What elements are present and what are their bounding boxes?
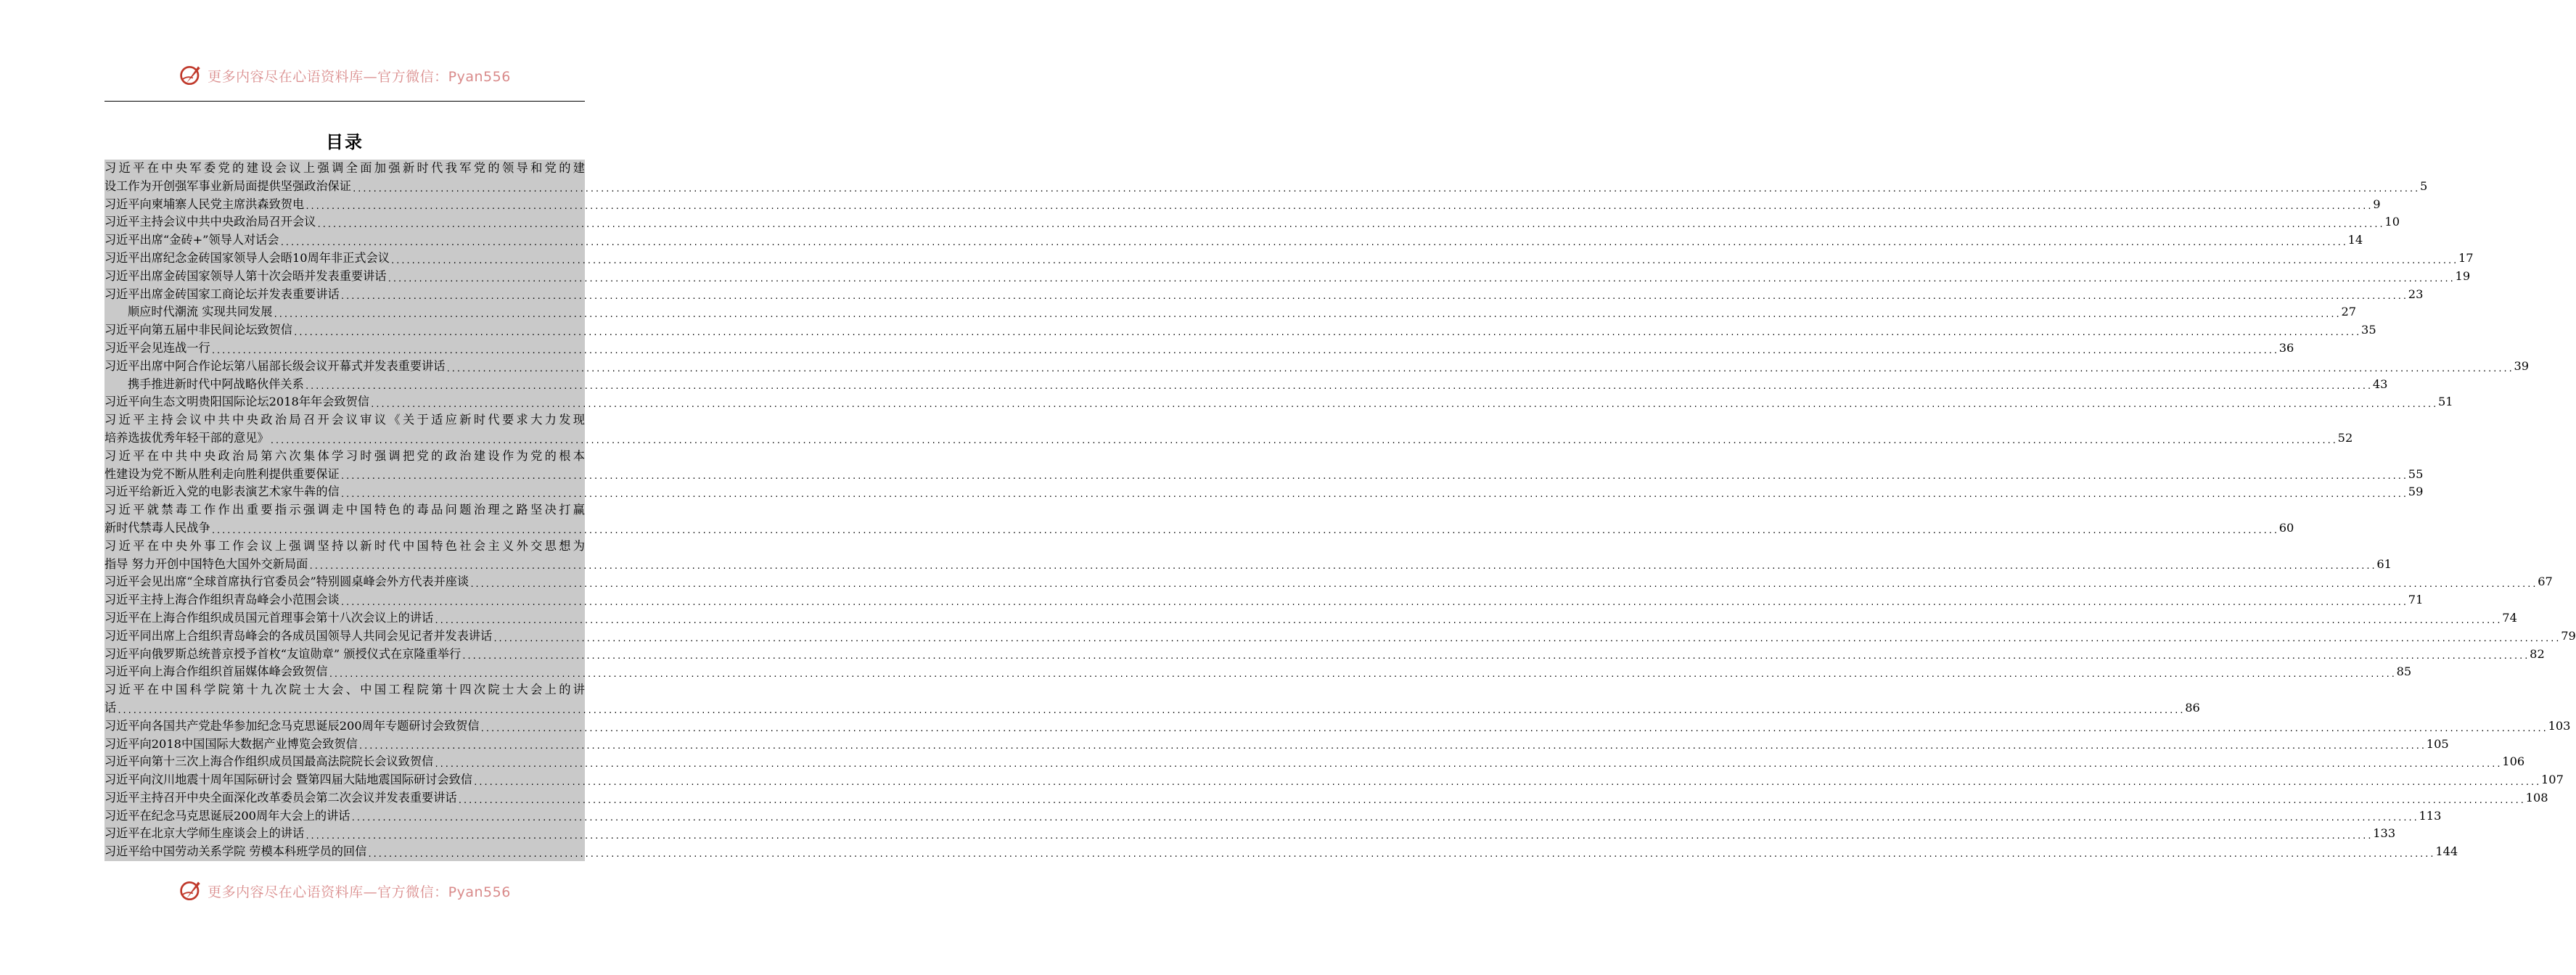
toc-entry-line — [104, 628, 2576, 646]
toc-entry-line — [104, 807, 2442, 826]
toc-dot-leader: ................................................................................................................................................................................................................................................................................................................................................................................................................ — [434, 760, 2502, 770]
toc-entry[interactable] — [104, 213, 2400, 231]
toc-dot-leader: ................................................................................................................................................................................................................................................................................................................................................................................................................ — [293, 327, 2361, 337]
toc-entry-line — [104, 358, 2530, 376]
toc-page-number: 5 — [2419, 178, 2428, 193]
toc-entry[interactable] — [104, 321, 2376, 340]
header-rule — [104, 101, 585, 102]
toc-entry-title: 习近平向上海合作组织首届媒体峰会致贺信 — [104, 665, 328, 679]
toc-entry-title: 携手推进新时代中阿战略伙伴关系 — [128, 377, 304, 391]
toc-entry-title: 习近平主持召开中央全面深化改革委员会第二次会议并发表重要讲话 — [104, 790, 457, 805]
toc-entry[interactable] — [104, 358, 2530, 376]
toc-page-number: 105 — [2426, 736, 2449, 751]
toc-page-number: 61 — [2376, 556, 2392, 571]
toc-entry[interactable] — [104, 501, 2294, 538]
toc-entry-line — [104, 591, 2424, 609]
toc-entry-title: 指导 努力开创中国特色大国外交新局面 — [104, 556, 308, 571]
toc-dot-leader: ................................................................................................................................................................................................................................................................................................................................................................................................................ — [480, 723, 2548, 733]
toc-page-number: 10 — [2384, 215, 2400, 229]
toc-dot-leader: ................................................................................................................................................................................................................................................................................................................................................................................................................ — [273, 310, 2341, 320]
toc-page-number: 85 — [2396, 665, 2412, 679]
toc-entry-title: 习近平出席“金砖+”领导人对话会 — [104, 233, 279, 247]
toc-entry[interactable] — [104, 286, 2424, 304]
toc-entry-line — [104, 736, 2449, 754]
toc-entry[interactable] — [104, 825, 2396, 843]
toc-entry[interactable] — [104, 753, 2525, 771]
toc-entry-line — [104, 771, 2564, 789]
toc-entry-title-line1: 习近平在中央外事工作会议上强调坚持以新时代中国特色社会主义外交思想为 — [104, 538, 585, 553]
toc-entry-title: 习近平向2018中国国际大数据产业博览会致贺信 — [104, 736, 358, 751]
toc-entry-line — [104, 321, 2376, 340]
toc-entry[interactable] — [104, 483, 2424, 501]
toc-entry-title: 习近平在北京大学师生座谈会上的讲话 — [104, 826, 305, 841]
toc-dot-leader: ................................................................................................................................................................................................................................................................................................................................................................................................................ — [340, 472, 2408, 482]
toc-entry-title: 习近平在纪念马克思诞辰200周年大会上的讲话 — [104, 808, 350, 823]
toc-page-number: 51 — [2437, 395, 2453, 409]
toc-page-number: 39 — [2514, 358, 2530, 373]
toc-entry-line — [104, 663, 2412, 681]
toc-entry-line — [104, 573, 2553, 591]
toc-entry-title-line1: 习近平在中央军委党的建设会议上强调全面加强新时代我军党的领导和党的建 — [104, 161, 585, 175]
toc-entry-line — [104, 286, 2424, 304]
toc-entry-title: 培养选拔优秀年轻干部的意见》 — [104, 430, 269, 445]
toc-entry-title: 话 — [104, 700, 117, 715]
toc-entry[interactable] — [104, 789, 2548, 807]
toc-entry-line — [104, 753, 2525, 771]
toc-entry-title: 习近平向第五届中非民间论坛致贺信 — [104, 323, 292, 337]
toc-dot-leader: ................................................................................................................................................................................................................................................................................................................................................................................................................ — [457, 795, 2525, 805]
toc-entry-line — [104, 699, 2200, 717]
toc-entry-line — [104, 340, 2294, 358]
banner-text: 更多内容尽在心语资料库—官方微信：Pyan556 — [208, 68, 511, 85]
toc-page-number: 79 — [2561, 628, 2576, 643]
toc-entry-title: 习近平向俄罗斯总统普京授予首枚“友谊勋章” 颁授仪式在京隆重举行 — [104, 646, 462, 661]
toc-entry[interactable] — [104, 231, 2363, 250]
toc-dot-leader: ................................................................................................................................................................................................................................................................................................................................................................................................................ — [358, 741, 2426, 752]
banner-text: 更多内容尽在心语资料库—官方微信：Pyan556 — [208, 884, 511, 900]
toc-entry-title: 习近平向生态文明贵阳国际论坛2018年年会致贺信 — [104, 395, 369, 409]
toc-entry[interactable] — [104, 376, 2388, 394]
toc-entry-line — [104, 556, 2392, 574]
toc-entry[interactable] — [104, 340, 2294, 358]
header-banner — [0, 61, 689, 90]
footer-banner — [0, 876, 689, 905]
toc-page-number: 74 — [2502, 610, 2517, 625]
toc-entry-title: 习近平出席中阿合作论坛第八届部长级会议开幕式并发表重要讲话 — [104, 358, 446, 373]
toc-entry[interactable] — [104, 268, 2471, 286]
toc-page-number: 43 — [2372, 377, 2388, 391]
toc-dot-leader: ................................................................................................................................................................................................................................................................................................................................................................................................................ — [369, 400, 2437, 410]
toc-dot-leader: ................................................................................................................................................................................................................................................................................................................................................................................................................ — [340, 292, 2408, 302]
toc-page-number: 19 — [2455, 268, 2471, 283]
toc-entry-line — [104, 429, 2353, 448]
toc-entry[interactable] — [104, 681, 2200, 717]
toc-page-number: 17 — [2458, 250, 2474, 265]
toc-dot-leader: ................................................................................................................................................................................................................................................................................................................................................................................................................ — [210, 345, 2278, 355]
toc-entry[interactable] — [104, 393, 2453, 411]
toc-entry-title: 顺应时代潮流 实现共同发展 — [128, 305, 273, 319]
toc-page-number: 86 — [2185, 700, 2200, 715]
toc-dot-leader: ................................................................................................................................................................................................................................................................................................................................................................................................................ — [390, 255, 2458, 266]
toc-page-number: 23 — [2408, 287, 2424, 301]
toc-entry-line — [104, 466, 2424, 484]
toc-dot-leader: ................................................................................................................................................................................................................................................................................................................................................................................................................ — [493, 633, 2561, 643]
toc-entry-line — [104, 825, 2396, 843]
toc-entry[interactable] — [104, 807, 2442, 826]
toc-entry-title: 习近平在上海合作组织成员国元首理事会第十八次会议上的讲话 — [104, 610, 434, 625]
toc-entry-title: 习近平向第十三次上海合作组织成员国最高法院院长会议致贺信 — [104, 754, 434, 769]
toc-entry-title: 新时代禁毒人民战争 — [104, 520, 210, 535]
toc-entry-title: 习近平给新近入党的电影表演艺术家牛犇的信 — [104, 485, 340, 499]
toc-dot-leader: ................................................................................................................................................................................................................................................................................................................................................................................................................ — [472, 777, 2540, 787]
toc-page-number: 108 — [2525, 790, 2548, 805]
toc-entry-title: 习近平出席金砖国家领导人第十次会晤并发表重要讲话 — [104, 268, 387, 283]
quill-logo-icon — [179, 878, 205, 904]
toc-entry-title: 习近平向各国共产党赴华参加纪念马克思诞辰200周年专题研讨会致贺信 — [104, 718, 480, 733]
toc-page-number: 82 — [2530, 646, 2545, 661]
toc-dot-leader: ................................................................................................................................................................................................................................................................................................................................................................................................................ — [305, 202, 2373, 212]
toc-entry-line — [104, 213, 2400, 231]
toc-dot-leader: ................................................................................................................................................................................................................................................................................................................................................................................................................ — [340, 597, 2408, 607]
toc-dot-leader: ................................................................................................................................................................................................................................................................................................................................................................................................................ — [308, 561, 2376, 572]
toc-entry-line — [104, 393, 2453, 411]
toc-entry-title: 习近平给中国劳动关系学院 劳模本科班学员的回信 — [104, 844, 367, 859]
toc-entry-line — [104, 843, 2458, 861]
toc-page-number: 67 — [2538, 575, 2553, 589]
toc-page-number: 71 — [2408, 593, 2424, 607]
toc-entry-title-line1: 习近平主持会议中共中央政治局召开会议审议《关于适应新时代要求大力发现 — [104, 413, 585, 427]
toc-entry[interactable] — [104, 303, 2357, 321]
toc-entry-title: 习近平同出席上合组织青岛峰会的各成员国领导人共同会见记者并发表讲话 — [104, 628, 493, 643]
toc-page-number: 106 — [2502, 754, 2525, 769]
toc-entry-title: 习近平出席纪念金砖国家领导人会晤10周年非正式会议 — [104, 250, 390, 265]
quill-logo-icon — [179, 62, 205, 89]
toc-entry[interactable] — [104, 196, 2381, 214]
toc-dot-leader: ................................................................................................................................................................................................................................................................................................................................................................................................................ — [351, 184, 2419, 194]
toc-page-number: 113 — [2419, 808, 2442, 823]
toc-entry-line — [104, 646, 2545, 664]
toc-entry-title: 习近平会见连战一行 — [104, 340, 210, 355]
toc-entry[interactable] — [104, 609, 2517, 628]
toc-dot-leader: ................................................................................................................................................................................................................................................................................................................................................................................................................ — [350, 813, 2419, 823]
toc-entry-title-line1: 习近平就禁毒工作作出重要指示强调走中国特色的毒品问题治理之路坚决打赢 — [104, 503, 585, 517]
toc-dot-leader: ................................................................................................................................................................................................................................................................................................................................................................................................................ — [304, 382, 2372, 392]
toc-page-number: 27 — [2341, 305, 2357, 319]
table-of-contents — [104, 160, 2576, 861]
toc-entry-title: 习近平向汶川地震十周年国际研讨会 暨第四届大陆地震国际研讨会致信 — [104, 773, 472, 787]
toc-page-number: 35 — [2361, 323, 2376, 337]
toc-page-number: 59 — [2408, 485, 2424, 499]
page-title: 目录 — [326, 131, 364, 152]
toc-page-number: 60 — [2278, 520, 2294, 535]
toc-entry-line — [104, 519, 2294, 538]
toc-page-number: 133 — [2373, 826, 2396, 841]
toc-entry[interactable] — [104, 573, 2553, 591]
toc-entry-title: 性建设为党不断从胜利走向胜利提供重要保证 — [104, 466, 340, 481]
toc-dot-leader: ................................................................................................................................................................................................................................................................................................................................................................................................................ — [117, 705, 2185, 715]
toc-entry-line — [104, 178, 2428, 196]
toc-page-number: 9 — [2373, 197, 2381, 211]
toc-dot-leader: ................................................................................................................................................................................................................................................................................................................................................................................................................ — [387, 273, 2455, 284]
toc-entry-line — [104, 609, 2517, 628]
toc-entry-title: 设工作为开创强军事业新局面提供坚强政治保证 — [104, 178, 351, 193]
toc-page-number: 36 — [2278, 340, 2294, 355]
toc-dot-leader: ................................................................................................................................................................................................................................................................................................................................................................................................................ — [210, 525, 2278, 535]
toc-entry[interactable] — [104, 663, 2412, 681]
toc-entry[interactable] — [104, 736, 2449, 754]
toc-page-number: 55 — [2408, 466, 2424, 481]
toc-entry-title: 习近平主持上海合作组织青岛峰会小范围会谈 — [104, 593, 340, 607]
toc-page-number: 144 — [2435, 844, 2458, 859]
toc-entry-title: 习近平会见出席“全球首席执行官委员会”特别圆桌峰会外方代表并座谈 — [104, 575, 469, 589]
toc-entry[interactable] — [104, 646, 2545, 664]
toc-dot-leader: ................................................................................................................................................................................................................................................................................................................................................................................................................ — [269, 435, 2337, 445]
toc-entry[interactable] — [104, 717, 2571, 736]
toc-entry-title-line1: 习近平在中共中央政治局第六次集体学习时强调把党的政治建设作为党的根本 — [104, 448, 585, 463]
toc-page-number: 103 — [2548, 718, 2571, 733]
toc-page-number: 52 — [2337, 430, 2353, 445]
toc-dot-leader: ................................................................................................................................................................................................................................................................................................................................................................................................................ — [367, 849, 2435, 860]
toc-dot-leader: ................................................................................................................................................................................................................................................................................................................................................................................................................ — [446, 363, 2514, 374]
toc-entry[interactable] — [104, 250, 2474, 268]
toc-dot-leader: ................................................................................................................................................................................................................................................................................................................................................................................................................ — [316, 220, 2384, 230]
toc-dot-leader: ................................................................................................................................................................................................................................................................................................................................................................................................................ — [340, 490, 2408, 500]
toc-entry-line — [104, 250, 2474, 268]
toc-entry-line — [104, 196, 2381, 214]
toc-entry-line — [104, 483, 2424, 501]
toc-dot-leader: ................................................................................................................................................................................................................................................................................................................................................................................................................ — [328, 670, 2396, 680]
toc-entry-line — [104, 303, 2357, 321]
toc-dot-leader: ................................................................................................................................................................................................................................................................................................................................................................................................................ — [462, 651, 2530, 662]
toc-entry-line — [104, 268, 2471, 286]
toc-entry-title: 习近平出席金砖国家工商论坛并发表重要讲话 — [104, 287, 340, 301]
toc-dot-leader: ................................................................................................................................................................................................................................................................................................................................................................................................................ — [469, 580, 2538, 590]
toc-entry-line — [104, 376, 2388, 394]
toc-dot-leader: ................................................................................................................................................................................................................................................................................................................................................................................................................ — [279, 237, 2347, 247]
toc-entry[interactable] — [104, 160, 2428, 196]
toc-entry[interactable] — [104, 538, 2392, 574]
toc-page-number: 14 — [2347, 233, 2363, 247]
toc-entry[interactable] — [104, 411, 2353, 448]
toc-entry-line — [104, 231, 2363, 250]
toc-entry[interactable] — [104, 843, 2458, 861]
toc-entry-title-line1: 习近平在中国科学院第十九次院士大会、中国工程院第十四次院士大会上的讲 — [104, 683, 585, 697]
toc-entry-title: 习近平主持会议中共中央政治局召开会议 — [104, 215, 316, 229]
toc-entry-line — [104, 717, 2571, 736]
toc-entry-line — [104, 789, 2548, 807]
toc-entry-title: 习近平向柬埔寨人民党主席洪森致贺电 — [104, 197, 305, 211]
toc-entry[interactable] — [104, 591, 2424, 609]
toc-entry[interactable] — [104, 448, 2424, 484]
toc-dot-leader: ................................................................................................................................................................................................................................................................................................................................................................................................................ — [434, 615, 2502, 625]
toc-entry[interactable] — [104, 771, 2564, 789]
toc-entry[interactable] — [104, 628, 2576, 646]
toc-page-number: 107 — [2541, 773, 2564, 787]
toc-dot-leader: ................................................................................................................................................................................................................................................................................................................................................................................................................ — [305, 831, 2373, 842]
